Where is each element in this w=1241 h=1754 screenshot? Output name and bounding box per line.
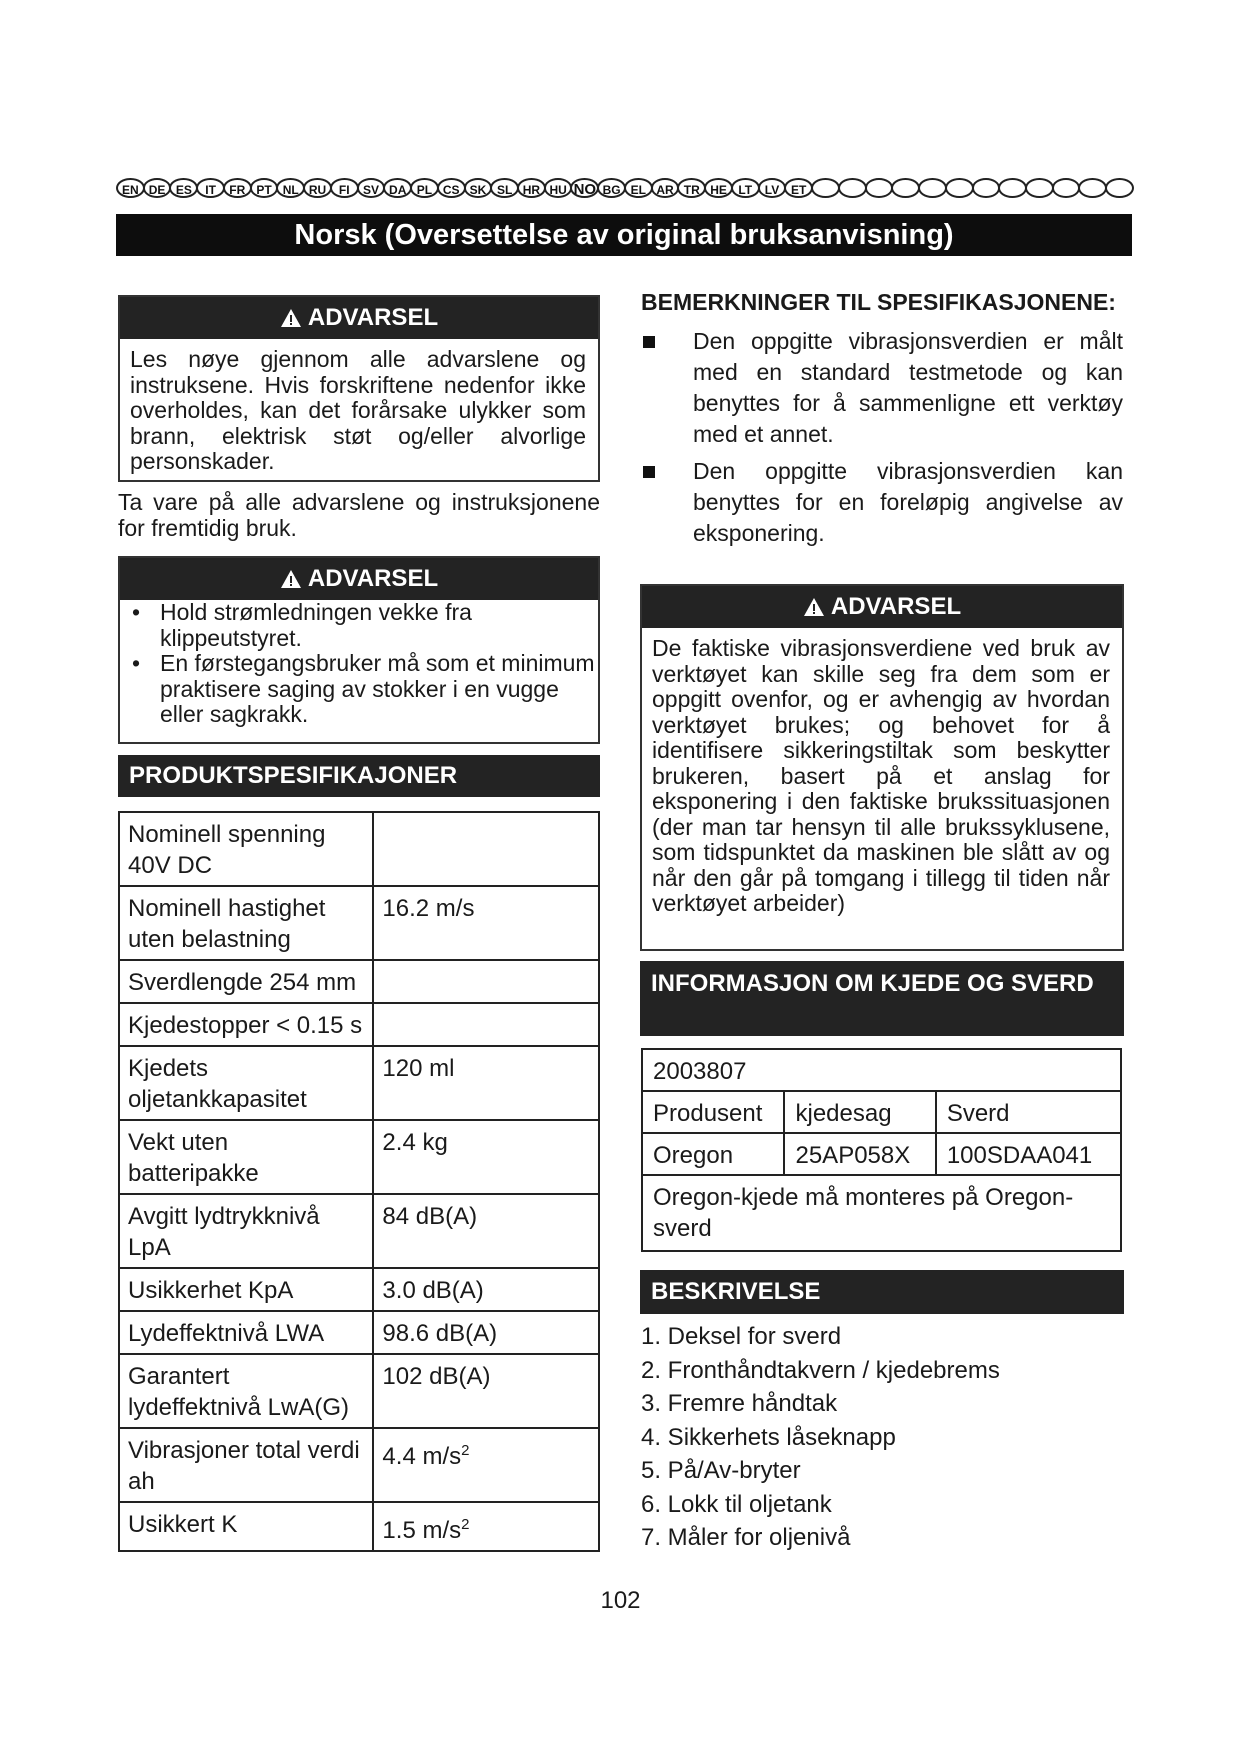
spec-row bbox=[119, 1120, 599, 1194]
language-tab-es: ES bbox=[169, 178, 198, 198]
warning-triangle-icon bbox=[280, 569, 302, 589]
spec-value-text: 84 dB(A) bbox=[382, 1203, 478, 1230]
spec-label: Garantert lydeffektnivå LwA(G) bbox=[119, 1354, 373, 1428]
language-tab-ar: AR bbox=[651, 178, 680, 198]
spec-value-text: 1.5 m/s bbox=[382, 1517, 462, 1544]
language-tab-tr: TR bbox=[677, 178, 706, 198]
language-tab bbox=[838, 178, 867, 198]
warning-box-vibration bbox=[640, 584, 1124, 951]
spec-value bbox=[373, 1311, 599, 1354]
spec-value bbox=[373, 1120, 599, 1194]
language-tab-bg: BG bbox=[597, 178, 626, 198]
language-tab bbox=[1105, 178, 1134, 198]
spec-label: Kjedestopper < 0.15 s bbox=[119, 1003, 373, 1046]
spec-label: Vibrasjoner total verdi ah bbox=[119, 1428, 373, 1502]
language-tab-sv: SV bbox=[357, 178, 386, 198]
warning-triangle-icon bbox=[803, 597, 825, 617]
warning-list-item: • En førstegangsbruker må som et minimum praktisere saging av stokker i en vugge eller sagkrakk. bbox=[132, 651, 598, 728]
spec-row bbox=[119, 1311, 599, 1354]
language-tab-lv: LV bbox=[758, 178, 787, 198]
spec-row bbox=[119, 1268, 599, 1311]
spec-label: Nominell spenning 40V DC bbox=[119, 812, 373, 886]
model-number: 2003807 bbox=[642, 1049, 1121, 1091]
spec-row bbox=[119, 1194, 599, 1268]
language-tab-fi: FI bbox=[330, 178, 359, 198]
description-item: 6. Lokk til oljetank bbox=[641, 1490, 832, 1518]
spec-label: Usikkert K bbox=[119, 1502, 373, 1551]
language-tab-da: DA bbox=[383, 178, 412, 198]
warning-text: Les nøye gjennom alle advarslene og instruksene. Hvis forskriftene nedenfor ikke overholdes, kan det forårsake ulykker som brann, elektrisk støt og/eller alvorlige personskader. bbox=[130, 346, 586, 474]
language-tab-el: EL bbox=[624, 178, 653, 198]
specs-heading: PRODUKTSPESIFIKAJONER bbox=[118, 755, 600, 797]
spec-value bbox=[373, 1428, 599, 1502]
spec-row bbox=[119, 812, 599, 886]
language-tab-en: EN bbox=[116, 178, 145, 198]
warning-label: ADVARSEL bbox=[307, 304, 439, 331]
specs-table bbox=[118, 811, 600, 1552]
cell-producer: Oregon bbox=[642, 1133, 784, 1175]
spec-row bbox=[119, 1046, 599, 1120]
spec-value bbox=[373, 1003, 599, 1046]
language-tab bbox=[865, 178, 894, 198]
description-item: 2. Fronthåndtakvern / kjedebrems bbox=[641, 1356, 1000, 1384]
spec-value bbox=[373, 1502, 599, 1551]
language-tab bbox=[1025, 178, 1054, 198]
notes-title: BEMERKNINGER TIL SPESIFIKASJONENE: bbox=[641, 289, 1116, 315]
warning-header bbox=[120, 558, 598, 600]
spec-value-text: 4.4 m/s bbox=[382, 1443, 462, 1470]
language-tab-lt: LT bbox=[731, 178, 760, 198]
language-tab-nl: NL bbox=[276, 178, 305, 198]
spec-label: Usikkerhet KpA bbox=[119, 1268, 373, 1311]
language-tab-et: ET bbox=[784, 178, 813, 198]
language-tabs bbox=[116, 178, 1132, 200]
spec-value bbox=[373, 1354, 599, 1428]
header-chain: kjedesag bbox=[784, 1091, 935, 1133]
spec-value bbox=[373, 886, 599, 960]
description-item: 1. Deksel for sverd bbox=[641, 1323, 842, 1350]
language-tab bbox=[1078, 178, 1107, 198]
description-list bbox=[641, 1320, 1123, 1555]
spec-value-exponent: 2 bbox=[461, 1442, 470, 1459]
warning-box-general bbox=[118, 295, 600, 482]
language-tab bbox=[891, 178, 920, 198]
warning-header bbox=[120, 297, 598, 339]
spec-label: Kjedets oljetankkapasitet bbox=[119, 1046, 373, 1120]
language-tab-fr: FR bbox=[223, 178, 252, 198]
spec-value-text: 120 ml bbox=[382, 1055, 455, 1082]
chain-note: Oregon-kjede må monteres på Oregon-sverd bbox=[642, 1175, 1121, 1251]
warning-list bbox=[120, 600, 598, 728]
spec-value bbox=[373, 812, 599, 886]
spec-value bbox=[373, 1046, 599, 1120]
language-tab-sl: SL bbox=[490, 178, 519, 198]
spec-value bbox=[373, 1194, 599, 1268]
page-title: Norsk (Oversettelse av original bruksanvisning) bbox=[116, 214, 1132, 256]
warning-label: ADVARSEL bbox=[307, 565, 439, 592]
notes-item: Den oppgitte vibrasjonsverdien kan benyttes for en foreløpig angivelse av eksponering. bbox=[641, 456, 1123, 549]
warning-header bbox=[642, 586, 1122, 628]
language-tab-sk: SK bbox=[464, 178, 493, 198]
language-tab-he: HE bbox=[704, 178, 733, 198]
language-tab bbox=[945, 178, 974, 198]
spec-value-text: 2.4 kg bbox=[382, 1129, 448, 1156]
spec-label: Nominell hastighet uten belastning bbox=[119, 886, 373, 960]
description-item: 3. Fremre håndtak bbox=[641, 1390, 838, 1417]
spec-row bbox=[119, 1354, 599, 1428]
spec-value-exponent: 2 bbox=[461, 1516, 470, 1533]
header-producer: Produsent bbox=[642, 1091, 784, 1133]
chain-info-heading: INFORMASJON OM KJEDE OG SVERD bbox=[640, 961, 1124, 1036]
notes-item: Den oppgitte vibrasjonsverdien er målt med en standard testmetode og kan benyttes for å sammenligne ett verktøy med et annet. bbox=[641, 326, 1123, 450]
warning-triangle-icon bbox=[280, 308, 302, 328]
spec-row bbox=[119, 1003, 599, 1046]
page-number: 102 bbox=[600, 1587, 641, 1614]
language-tab-ru: RU bbox=[303, 178, 332, 198]
description-item: 7. Måler for oljenivå bbox=[641, 1524, 851, 1551]
language-tab-pt: PT bbox=[250, 178, 279, 198]
spec-row bbox=[119, 960, 599, 1003]
language-tab bbox=[972, 178, 1001, 198]
spec-row bbox=[119, 1502, 599, 1551]
language-tab bbox=[918, 178, 947, 198]
header-bar: Sverd bbox=[936, 1091, 1121, 1133]
warning-list-item: • Hold strømledningen vekke fra klippeutstyret. bbox=[132, 600, 598, 651]
warning-box-usage bbox=[118, 556, 600, 744]
language-tab-it: IT bbox=[196, 178, 225, 198]
spec-value bbox=[373, 1268, 599, 1311]
spec-value bbox=[373, 960, 599, 1003]
cell-bar: 100SDAA041 bbox=[936, 1133, 1121, 1175]
language-tab-pl: PL bbox=[410, 178, 439, 198]
spec-row bbox=[119, 886, 599, 960]
language-tab bbox=[811, 178, 840, 198]
spec-value-text: 16.2 m/s bbox=[382, 895, 475, 922]
spec-label: Avgitt lydtrykknivå LpA bbox=[119, 1194, 373, 1268]
cell-chain: 25AP058X bbox=[784, 1133, 935, 1175]
keep-instructions-text: Ta vare på alle advarslene og instruksjonene for fremtidig bruk. bbox=[118, 489, 600, 541]
spec-label: Lydeffektnivå LWA bbox=[119, 1311, 373, 1354]
language-tab-no: NO bbox=[570, 178, 599, 198]
language-tab bbox=[998, 178, 1027, 198]
spec-value-text: 3.0 dB(A) bbox=[382, 1277, 484, 1304]
warning-label: ADVARSEL bbox=[830, 593, 962, 620]
spec-row bbox=[119, 1428, 599, 1502]
notes-list bbox=[641, 326, 1123, 549]
language-tab-de: DE bbox=[143, 178, 172, 198]
description-item: 4. Sikkerhets låseknapp bbox=[641, 1423, 896, 1451]
description-heading: BESKRIVELSE bbox=[640, 1270, 1124, 1314]
chain-info-table bbox=[641, 1048, 1122, 1252]
spec-label: Vekt uten batteripakke bbox=[119, 1120, 373, 1194]
spec-label: Sverdlengde 254 mm bbox=[119, 960, 373, 1003]
warning-text: De faktiske vibrasjonsverdiene ved bruk av verktøyet kan skille seg fra dem som er oppgitt ovenfor, og er avhengig av hvordan verktøyet brukes; og behovet for å identifisere sikkeringstiltak som beskytter brukeren, basert på et anslag for eksponering i den faktiske brukssituasjonen (der man tar hensyn til alle brukssyklusene, som tidspunktet da maskinen ble slått av og når den går på tomgang i tillegg til tiden når verktøyet arbeider) bbox=[652, 635, 1110, 916]
description-item: 5. På/Av-bryter bbox=[641, 1457, 801, 1484]
language-tab-hr: HR bbox=[517, 178, 546, 198]
spec-notes bbox=[641, 286, 1123, 555]
spec-value-text: 98.6 dB(A) bbox=[382, 1320, 498, 1347]
language-tab-hu: HU bbox=[544, 178, 573, 198]
language-tab bbox=[1052, 178, 1081, 198]
language-tab-cs: CS bbox=[437, 178, 466, 198]
spec-value-text: 102 dB(A) bbox=[382, 1363, 491, 1390]
